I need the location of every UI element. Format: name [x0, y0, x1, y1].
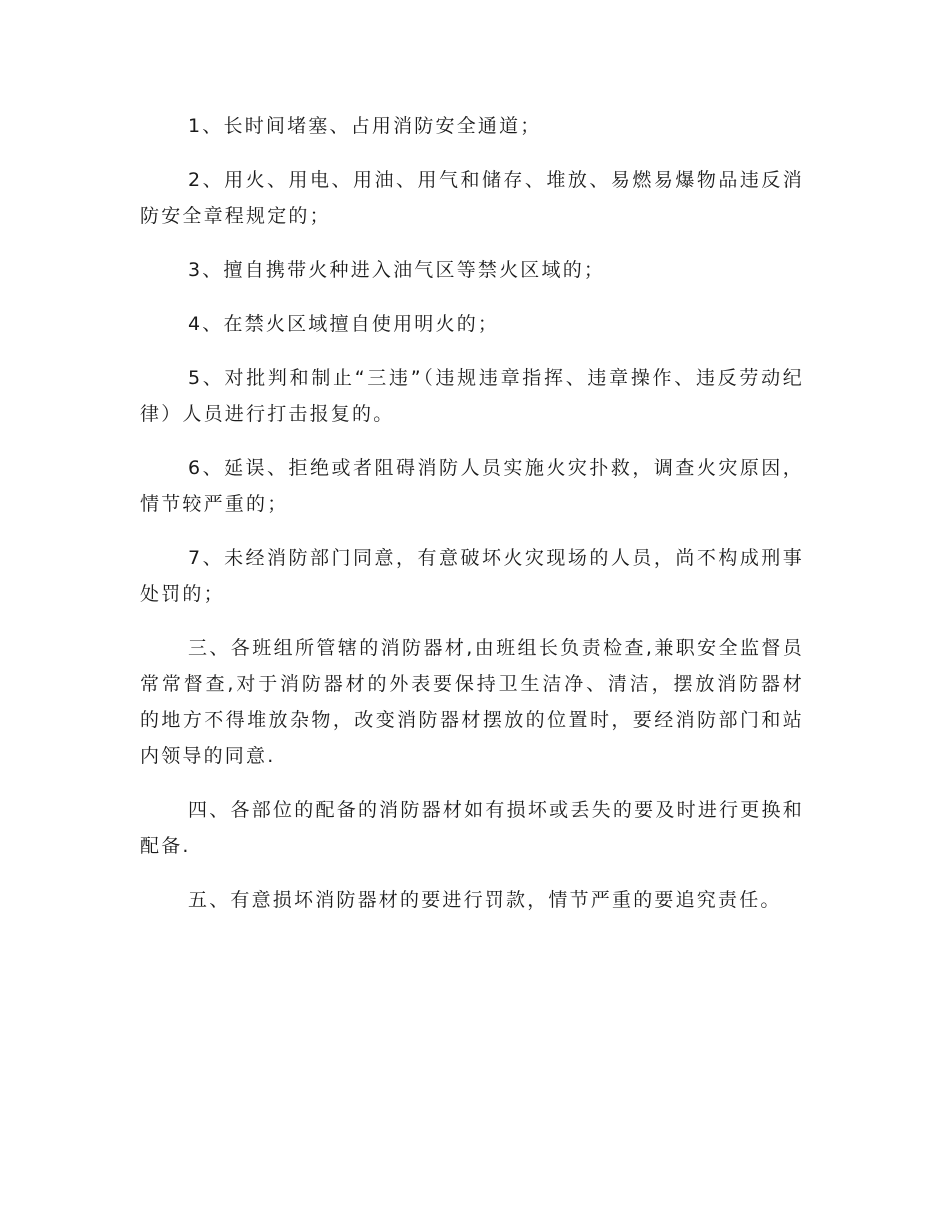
paragraph-item-7: 7、未经消防部门同意，有意破坏火灾现场的人员，尚不构成刑事处罚的； [140, 547, 804, 605]
paragraph-item-1: 1、长时间堵塞、占用消防安全通道； [188, 115, 542, 137]
paragraph-item-3: 3、擅自携带火种进入油气区等禁火区域的； [188, 259, 606, 281]
paragraph-section-5: 五、有意损坏消防器材的要进行罚款，情节严重的要追究责任。 [188, 889, 782, 911]
paragraph-item-4: 4、在禁火区域擅自使用明火的； [188, 313, 500, 335]
paragraph-section-3: 三、各班组所管辖的消防器材,由班组长负责检查,兼职安全监督员常常督查,对于消防器材的外表要保持卫生洁净、清洁，摆放消防器材的地方不得堆放杂物，改变消防器材摆放的位置时，要经消防部门和站内领导的同意. [140, 637, 804, 767]
document-body [140, 108, 804, 936]
paragraph-item-6: 6、延误、拒绝或者阻碍消防人员实施火灾扑救，调查火灾原因，情节较严重的； [140, 457, 804, 515]
paragraph-item-5: 5、对批判和制止“三违”（违规违章指挥、违章操作、违反劳动纪律）人员进行打击报复的。 [140, 367, 804, 425]
paragraph-section-4: 四、各部位的配备的消防器材如有损坏或丢失的要及时进行更换和配备. [140, 799, 804, 857]
paragraph-item-2: 2、用火、用电、用油、用气和储存、堆放、易燃易爆物品违反消防安全章程规定的； [140, 169, 804, 227]
